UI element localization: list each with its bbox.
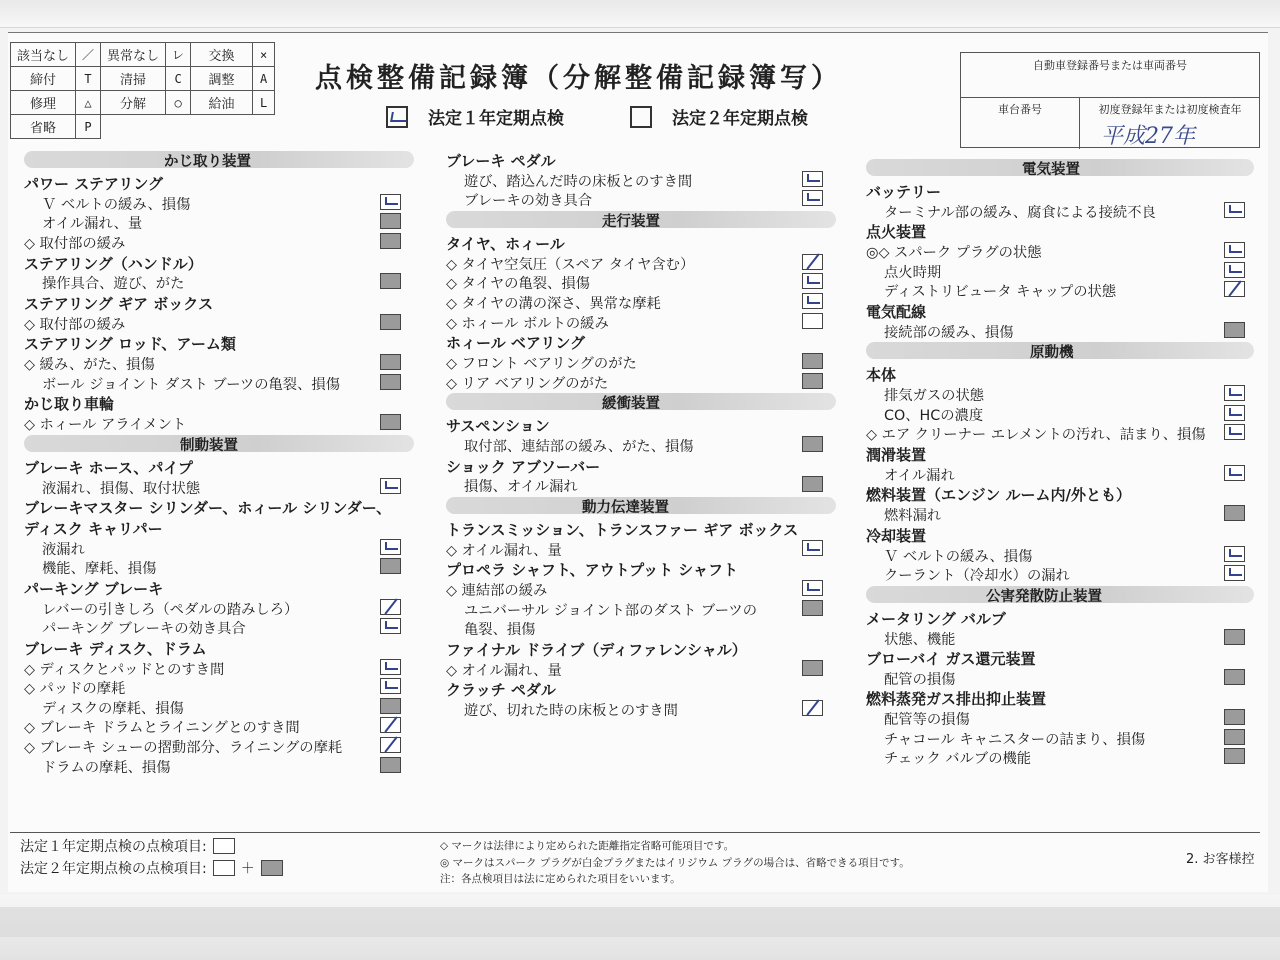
item-group-heading bbox=[24, 172, 414, 193]
legend-term: 分解 bbox=[101, 91, 166, 115]
check-item bbox=[866, 564, 1254, 584]
check-item bbox=[866, 504, 1254, 524]
item-group-heading bbox=[866, 483, 1254, 504]
section-title: 制動装置 bbox=[180, 437, 238, 454]
check-box[interactable] bbox=[380, 678, 401, 694]
item-label: ディストリビュータ キャップの状態 bbox=[884, 284, 1117, 301]
period-1yr-label: 法定１年定期点検 bbox=[428, 109, 564, 129]
group-label: ステアリング（ハンドル） bbox=[24, 254, 203, 273]
check-box[interactable] bbox=[802, 660, 823, 676]
item-label: 取付部、連結部の緩み、がた、損傷 bbox=[464, 438, 694, 455]
legend-symbol: P bbox=[76, 115, 101, 139]
check-box[interactable] bbox=[802, 313, 823, 329]
legend-term: 交換 bbox=[191, 43, 253, 67]
item-group-heading bbox=[24, 496, 414, 517]
item-label: 遊び、切れた時の床板とのすき間 bbox=[464, 703, 678, 720]
item-label: ◎◇ スパーク プラグの状態 bbox=[866, 245, 1042, 262]
legend-symbol: ○ bbox=[166, 91, 191, 115]
check-box[interactable] bbox=[802, 373, 823, 389]
check-box[interactable] bbox=[1224, 709, 1245, 725]
item-group-heading bbox=[446, 638, 836, 659]
item-label: ◇ リア ベアリングのがた bbox=[446, 375, 609, 392]
item-label: チェック バルブの機能 bbox=[884, 751, 1032, 768]
item-group-heading bbox=[866, 647, 1254, 668]
item-label: 亀裂、損傷 bbox=[464, 622, 536, 639]
item-group-heading bbox=[446, 558, 836, 579]
check-item bbox=[446, 699, 836, 719]
check-item bbox=[24, 617, 414, 637]
check-box[interactable] bbox=[802, 700, 823, 716]
check-item bbox=[24, 272, 414, 292]
group-label: 燃料装置（エンジン ルーム内/外とも） bbox=[866, 486, 1131, 505]
item-label: ◇ 緩み、がた、損傷 bbox=[24, 357, 155, 374]
check-item bbox=[24, 658, 414, 678]
check-item bbox=[24, 697, 414, 717]
check-box[interactable] bbox=[802, 580, 823, 596]
check-item bbox=[24, 756, 414, 776]
legend-2yr-box bbox=[213, 860, 235, 876]
item-label: 液漏れ、損傷、取付状態 bbox=[42, 480, 201, 497]
check-item bbox=[446, 170, 836, 190]
group-label: かじ取り車輪 bbox=[24, 395, 115, 414]
item-group-heading bbox=[24, 332, 414, 353]
item-group-heading bbox=[866, 300, 1254, 321]
item-label: 損傷、オイル漏れ bbox=[464, 479, 578, 496]
check-box[interactable] bbox=[1224, 322, 1245, 338]
check-item bbox=[866, 708, 1254, 728]
check-item bbox=[866, 668, 1254, 688]
section-header bbox=[866, 159, 1254, 176]
check-box[interactable] bbox=[1224, 729, 1245, 745]
section-header bbox=[866, 342, 1254, 362]
item-group-heading bbox=[446, 518, 836, 539]
check-box[interactable] bbox=[1224, 565, 1245, 581]
check-box[interactable] bbox=[1224, 405, 1245, 421]
section-header bbox=[24, 151, 414, 168]
legend-term: 清掃 bbox=[101, 67, 166, 91]
group-label: タイヤ、ホィール bbox=[446, 234, 565, 253]
item-label: ◇ タイヤ空気圧（スペア タイヤ含む） bbox=[446, 256, 695, 273]
scan-edge bbox=[0, 0, 1280, 28]
group-label: サスペンション bbox=[446, 417, 550, 436]
check-item bbox=[866, 628, 1254, 648]
item-label: ◇ オイル漏れ、量 bbox=[446, 662, 562, 679]
check-box[interactable] bbox=[802, 171, 823, 187]
item-label: パーキング ブレーキの効き具合 bbox=[42, 621, 246, 638]
check-box[interactable] bbox=[380, 737, 401, 753]
check-item bbox=[24, 538, 414, 558]
group-label: ブレーキ ホース、パイプ bbox=[24, 458, 193, 477]
check-box[interactable] bbox=[1224, 385, 1245, 401]
check-item bbox=[446, 272, 836, 292]
item-label: ◇ ブレーキ シューの摺動部分、ライニングの摩耗 bbox=[24, 740, 343, 757]
checkbox-2yr[interactable] bbox=[630, 106, 652, 128]
check-item bbox=[24, 193, 414, 213]
legend-2yr-gray-box bbox=[261, 860, 283, 876]
check-box[interactable] bbox=[1224, 669, 1245, 685]
group-label: 冷却装置 bbox=[866, 526, 927, 545]
item-label: ◇ ホィール アライメント bbox=[24, 417, 187, 434]
check-item bbox=[866, 464, 1254, 484]
check-item bbox=[446, 312, 836, 332]
check-box[interactable] bbox=[802, 540, 823, 556]
legend-symbol: C bbox=[166, 67, 191, 91]
section-header bbox=[866, 586, 1254, 603]
check-box[interactable] bbox=[1224, 242, 1245, 258]
check-item bbox=[866, 241, 1254, 261]
group-label: プロペラ シャフト、アウトプット シャフト bbox=[446, 561, 738, 580]
legend-term: 省略 bbox=[11, 115, 76, 139]
legend-symbol: △ bbox=[76, 91, 101, 115]
check-item bbox=[866, 423, 1254, 443]
group-label: ブレーキ ペダル bbox=[446, 152, 556, 170]
check-item bbox=[866, 280, 1254, 300]
item-label: 配管の損傷 bbox=[884, 671, 956, 688]
check-box[interactable] bbox=[380, 213, 401, 229]
item-group-heading bbox=[24, 292, 414, 313]
item-label: 状態、機能 bbox=[884, 631, 956, 648]
check-item bbox=[446, 599, 836, 619]
check-box[interactable] bbox=[380, 698, 401, 714]
check-item bbox=[446, 372, 836, 392]
item-label: 排気ガスの状態 bbox=[884, 388, 985, 405]
check-box[interactable] bbox=[1224, 424, 1245, 440]
item-label: ブレーキの効き具合 bbox=[464, 193, 593, 210]
item-group-heading bbox=[446, 149, 836, 170]
checkbox-1yr[interactable] bbox=[386, 106, 408, 128]
item-label: 燃料漏れ bbox=[884, 508, 942, 525]
item-group-heading bbox=[24, 252, 414, 273]
check-box[interactable] bbox=[380, 599, 401, 615]
footer-notes bbox=[440, 838, 910, 888]
check-box[interactable] bbox=[802, 293, 823, 309]
item-label: オイル漏れ、量 bbox=[42, 216, 143, 233]
item-label: ◇ 取付部の緩み bbox=[24, 235, 126, 252]
item-label: Ｖ ベルトの緩み、損傷 bbox=[884, 548, 1033, 565]
legend-term: 調整 bbox=[191, 67, 253, 91]
check-item bbox=[446, 189, 836, 209]
check-item bbox=[446, 579, 836, 599]
item-label: 配管等の損傷 bbox=[884, 712, 970, 729]
group-label: 電気配線 bbox=[866, 302, 927, 321]
check-item bbox=[24, 313, 414, 333]
section-header bbox=[24, 435, 414, 452]
check-box[interactable] bbox=[802, 600, 823, 616]
scan-bottom bbox=[0, 895, 1280, 960]
check-item bbox=[446, 539, 836, 559]
registration-number-label: 自動車登録番号または車両番号 bbox=[1033, 59, 1187, 72]
section-title: 緩衝装置 bbox=[602, 396, 660, 413]
check-item bbox=[866, 728, 1254, 748]
item-group-heading bbox=[866, 687, 1254, 708]
legend-term: 修理 bbox=[11, 91, 76, 115]
legend-1yr bbox=[20, 836, 235, 856]
group-label: ステアリング ロッド、アーム類 bbox=[24, 335, 236, 354]
item-label: 機能、摩耗、損傷 bbox=[42, 561, 157, 578]
item-label: ユニバーサル ジョイント部のダスト ブーツの bbox=[464, 602, 758, 619]
section-title: 公害発散防止装置 bbox=[986, 588, 1102, 605]
check-box[interactable] bbox=[380, 354, 401, 370]
check-box[interactable] bbox=[1224, 546, 1245, 562]
item-group-heading bbox=[446, 414, 836, 435]
check-item bbox=[446, 352, 836, 372]
item-group-heading bbox=[24, 392, 414, 413]
item-label: 接続部の緩み、損傷 bbox=[884, 324, 1014, 341]
item-group-heading bbox=[446, 232, 836, 253]
check-box[interactable] bbox=[1224, 262, 1245, 278]
group-label: クラッチ ペダル bbox=[446, 681, 556, 700]
group-label: 潤滑装置 bbox=[866, 445, 927, 464]
check-box[interactable] bbox=[380, 659, 401, 675]
check-item bbox=[24, 373, 414, 393]
item-label: CO、HCの濃度 bbox=[884, 407, 984, 424]
legend-term: 締付 bbox=[11, 67, 76, 91]
check-box[interactable] bbox=[1224, 505, 1245, 521]
item-label: ターミナル部の緩み、腐食による接続不良 bbox=[884, 204, 1156, 221]
period-1yr[interactable] bbox=[386, 104, 564, 129]
column-right bbox=[866, 157, 1254, 767]
check-box[interactable] bbox=[1224, 748, 1245, 764]
legend-symbol: レ bbox=[166, 43, 191, 67]
item-label: ◇ ホィール ボルトの緩み bbox=[446, 315, 609, 332]
item-group-heading bbox=[866, 180, 1254, 201]
check-box[interactable] bbox=[802, 436, 823, 452]
item-label: ◇ フロント ベアリングのがた bbox=[446, 355, 637, 372]
item-label: クーラント（冷却水）の漏れ bbox=[884, 568, 1070, 585]
legend-symbol: A bbox=[253, 67, 275, 91]
group-label: 本体 bbox=[866, 366, 897, 385]
item-label: オイル漏れ bbox=[884, 467, 955, 484]
check-box[interactable] bbox=[380, 618, 401, 634]
item-group-heading bbox=[24, 637, 414, 658]
check-item bbox=[866, 261, 1254, 281]
check-box[interactable] bbox=[802, 190, 823, 206]
chassis-number-label: 車台番号 bbox=[998, 103, 1042, 116]
item-label: ディスクの摩耗、損傷 bbox=[42, 700, 184, 717]
legend-symbol: L bbox=[253, 91, 275, 115]
item-group-heading bbox=[446, 331, 836, 352]
check-item bbox=[866, 747, 1254, 767]
group-label: ホィール ベアリング bbox=[446, 334, 586, 353]
check-box[interactable] bbox=[802, 273, 823, 289]
check-box[interactable] bbox=[380, 717, 401, 733]
legend-symbol: × bbox=[253, 43, 275, 67]
check-item bbox=[866, 384, 1254, 404]
item-label: 操作具合、遊び、がた bbox=[42, 276, 185, 293]
check-item bbox=[866, 321, 1254, 341]
check-item bbox=[866, 545, 1254, 565]
copy-label: 2. お客様控 bbox=[1186, 852, 1255, 867]
item-label: ◇ 取付部の緩み bbox=[24, 316, 126, 333]
legend-term: 給油 bbox=[191, 91, 253, 115]
group-label: 燃料蒸発ガス排出抑止装置 bbox=[866, 690, 1047, 709]
group-label: ショック アブソーバー bbox=[446, 457, 601, 476]
item-label: 点火時期 bbox=[884, 264, 942, 281]
item-label: Ｖ ベルトの緩み、損傷 bbox=[42, 196, 191, 213]
check-box[interactable] bbox=[1224, 629, 1245, 645]
check-box[interactable] bbox=[802, 476, 823, 492]
item-group-heading bbox=[24, 456, 414, 477]
legend-1yr-box bbox=[213, 838, 235, 854]
section-header bbox=[446, 211, 836, 228]
item-label: 遊び、踏込んだ時の床板とのすき間 bbox=[464, 173, 693, 190]
group-label: ディスク キャリパー bbox=[24, 519, 163, 538]
legend-2yr-label: 法定２年定期点検の点検項目: bbox=[20, 861, 207, 877]
item-label: ドラムの摩耗、損傷 bbox=[42, 759, 171, 776]
mark-legend-table bbox=[10, 42, 275, 139]
document-title: 点検整備記録簿（分解整備記録簿写） bbox=[315, 63, 842, 94]
legend-1yr-label: 法定１年定期点検の点検項目: bbox=[20, 839, 207, 855]
section-title: 動力伝達装置 bbox=[582, 499, 669, 516]
section-header bbox=[446, 497, 836, 514]
section-header bbox=[446, 393, 836, 413]
check-item bbox=[446, 435, 836, 455]
legend-symbol: T bbox=[76, 67, 101, 91]
check-item bbox=[24, 736, 414, 756]
legend-2yr bbox=[20, 858, 283, 878]
group-label: バッテリー bbox=[866, 183, 942, 201]
check-box[interactable] bbox=[1224, 465, 1245, 481]
legend-plus: ＋ bbox=[240, 861, 255, 877]
group-label: ブレーキマスター シリンダー、ホィール シリンダー、 bbox=[24, 499, 392, 518]
check-box[interactable] bbox=[1224, 281, 1245, 297]
group-label: パーキング ブレーキ bbox=[24, 579, 164, 598]
check-item bbox=[24, 413, 414, 433]
item-label: ◇ 連結部の緩み bbox=[446, 583, 548, 600]
item-group-heading bbox=[866, 363, 1254, 384]
check-item bbox=[446, 659, 836, 679]
check-box[interactable] bbox=[802, 353, 823, 369]
check-box[interactable] bbox=[380, 233, 401, 249]
legend-term: 該当なし bbox=[11, 43, 76, 67]
check-item bbox=[24, 557, 414, 577]
check-item bbox=[24, 477, 414, 497]
item-label: ◇ タイヤの溝の深さ、異常な摩耗 bbox=[446, 295, 661, 312]
check-box[interactable] bbox=[380, 414, 401, 430]
item-label: ◇ エア クリーナー エレメントの汚れ、詰まり、損傷 bbox=[866, 427, 1206, 444]
check-box[interactable] bbox=[802, 254, 823, 270]
item-group-heading bbox=[446, 678, 836, 699]
check-item bbox=[446, 475, 836, 495]
column-left bbox=[24, 149, 414, 775]
item-label: ◇ ディスクとパッドとのすき間 bbox=[24, 661, 225, 678]
group-label: ステアリング ギア ボックス bbox=[24, 294, 214, 313]
check-box[interactable] bbox=[380, 374, 401, 390]
item-label: チャコール キャニスターの詰まり、損傷 bbox=[884, 731, 1146, 748]
registration-box bbox=[960, 52, 1260, 148]
legend-term: 異常なし bbox=[101, 43, 166, 67]
section-title: 原動機 bbox=[1030, 345, 1074, 362]
check-box[interactable] bbox=[380, 539, 401, 555]
item-group-heading bbox=[24, 577, 414, 598]
item-label: 液漏れ bbox=[42, 541, 85, 558]
group-label: 点火装置 bbox=[866, 223, 927, 242]
check-item bbox=[866, 404, 1254, 424]
check-item bbox=[24, 716, 414, 736]
check-item bbox=[446, 253, 836, 273]
group-label: ブレーキ ディスク、ドラム bbox=[24, 639, 207, 658]
check-box[interactable] bbox=[380, 478, 401, 494]
check-box[interactable] bbox=[380, 558, 401, 574]
section-title: 走行装置 bbox=[602, 213, 660, 230]
group-label: パワー ステアリング bbox=[24, 175, 164, 193]
item-group-heading bbox=[24, 517, 414, 538]
check-item bbox=[446, 292, 836, 312]
group-label: トランスミッション、トランスファー ギア ボックス bbox=[446, 520, 799, 539]
note-diamond: ◇ マークは法律により定められた距離指定省略可能項目です。 bbox=[440, 840, 735, 852]
item-group-heading bbox=[446, 455, 836, 476]
group-label: メータリング バルブ bbox=[866, 609, 1006, 628]
check-box[interactable] bbox=[1224, 202, 1245, 218]
check-item bbox=[24, 677, 414, 697]
check-box[interactable] bbox=[380, 314, 401, 330]
check-item bbox=[24, 212, 414, 232]
check-item bbox=[24, 353, 414, 373]
check-box[interactable] bbox=[380, 194, 401, 210]
check-item bbox=[866, 201, 1254, 221]
group-label: ファイナル ドライブ（ディファレンシャル） bbox=[446, 640, 747, 659]
note-double-circle: ◎ マークはスパーク プラグが白金プラグまたはイリジウム プラグの場合は、省略できる項目です。 bbox=[440, 856, 910, 869]
legend-symbol: ／ bbox=[76, 43, 101, 67]
item-label: ボール ジョイント ダスト ブーツの亀裂、損傷 bbox=[42, 376, 340, 393]
item-label: ◇ ブレーキ ドラムとライニングとのすき間 bbox=[24, 720, 300, 737]
item-group-heading bbox=[866, 524, 1254, 545]
column-middle bbox=[446, 149, 836, 719]
item-group-heading bbox=[866, 607, 1254, 628]
section-title: かじ取り装置 bbox=[164, 154, 251, 170]
first-registration-value: 平成27年 bbox=[1101, 124, 1195, 149]
period-2yr[interactable] bbox=[630, 104, 808, 129]
check-item bbox=[446, 618, 836, 638]
period-2yr-label: 法定２年定期点検 bbox=[672, 109, 808, 129]
item-label: ◇ オイル漏れ、量 bbox=[446, 542, 562, 559]
section-title: 電気装置 bbox=[1022, 162, 1080, 178]
item-group-heading bbox=[866, 443, 1254, 464]
check-item bbox=[24, 598, 414, 618]
check-box[interactable] bbox=[380, 757, 401, 773]
first-registration-label: 初度登録年または初度検査年 bbox=[1098, 103, 1242, 116]
check-box[interactable] bbox=[380, 273, 401, 289]
item-label: レバーの引きしろ（ペダルの踏みしろ） bbox=[42, 601, 299, 618]
footer-divider bbox=[10, 832, 1260, 833]
item-label: ◇ タイヤの亀裂、損傷 bbox=[446, 276, 590, 293]
note-items: 注：各点検項目は法に定められた項目をいいます。 bbox=[440, 873, 681, 885]
item-group-heading bbox=[866, 220, 1254, 241]
item-label: ◇ パッドの摩耗 bbox=[24, 681, 126, 698]
group-label: ブローバイ ガス還元装置 bbox=[866, 650, 1036, 669]
check-item bbox=[24, 232, 414, 252]
